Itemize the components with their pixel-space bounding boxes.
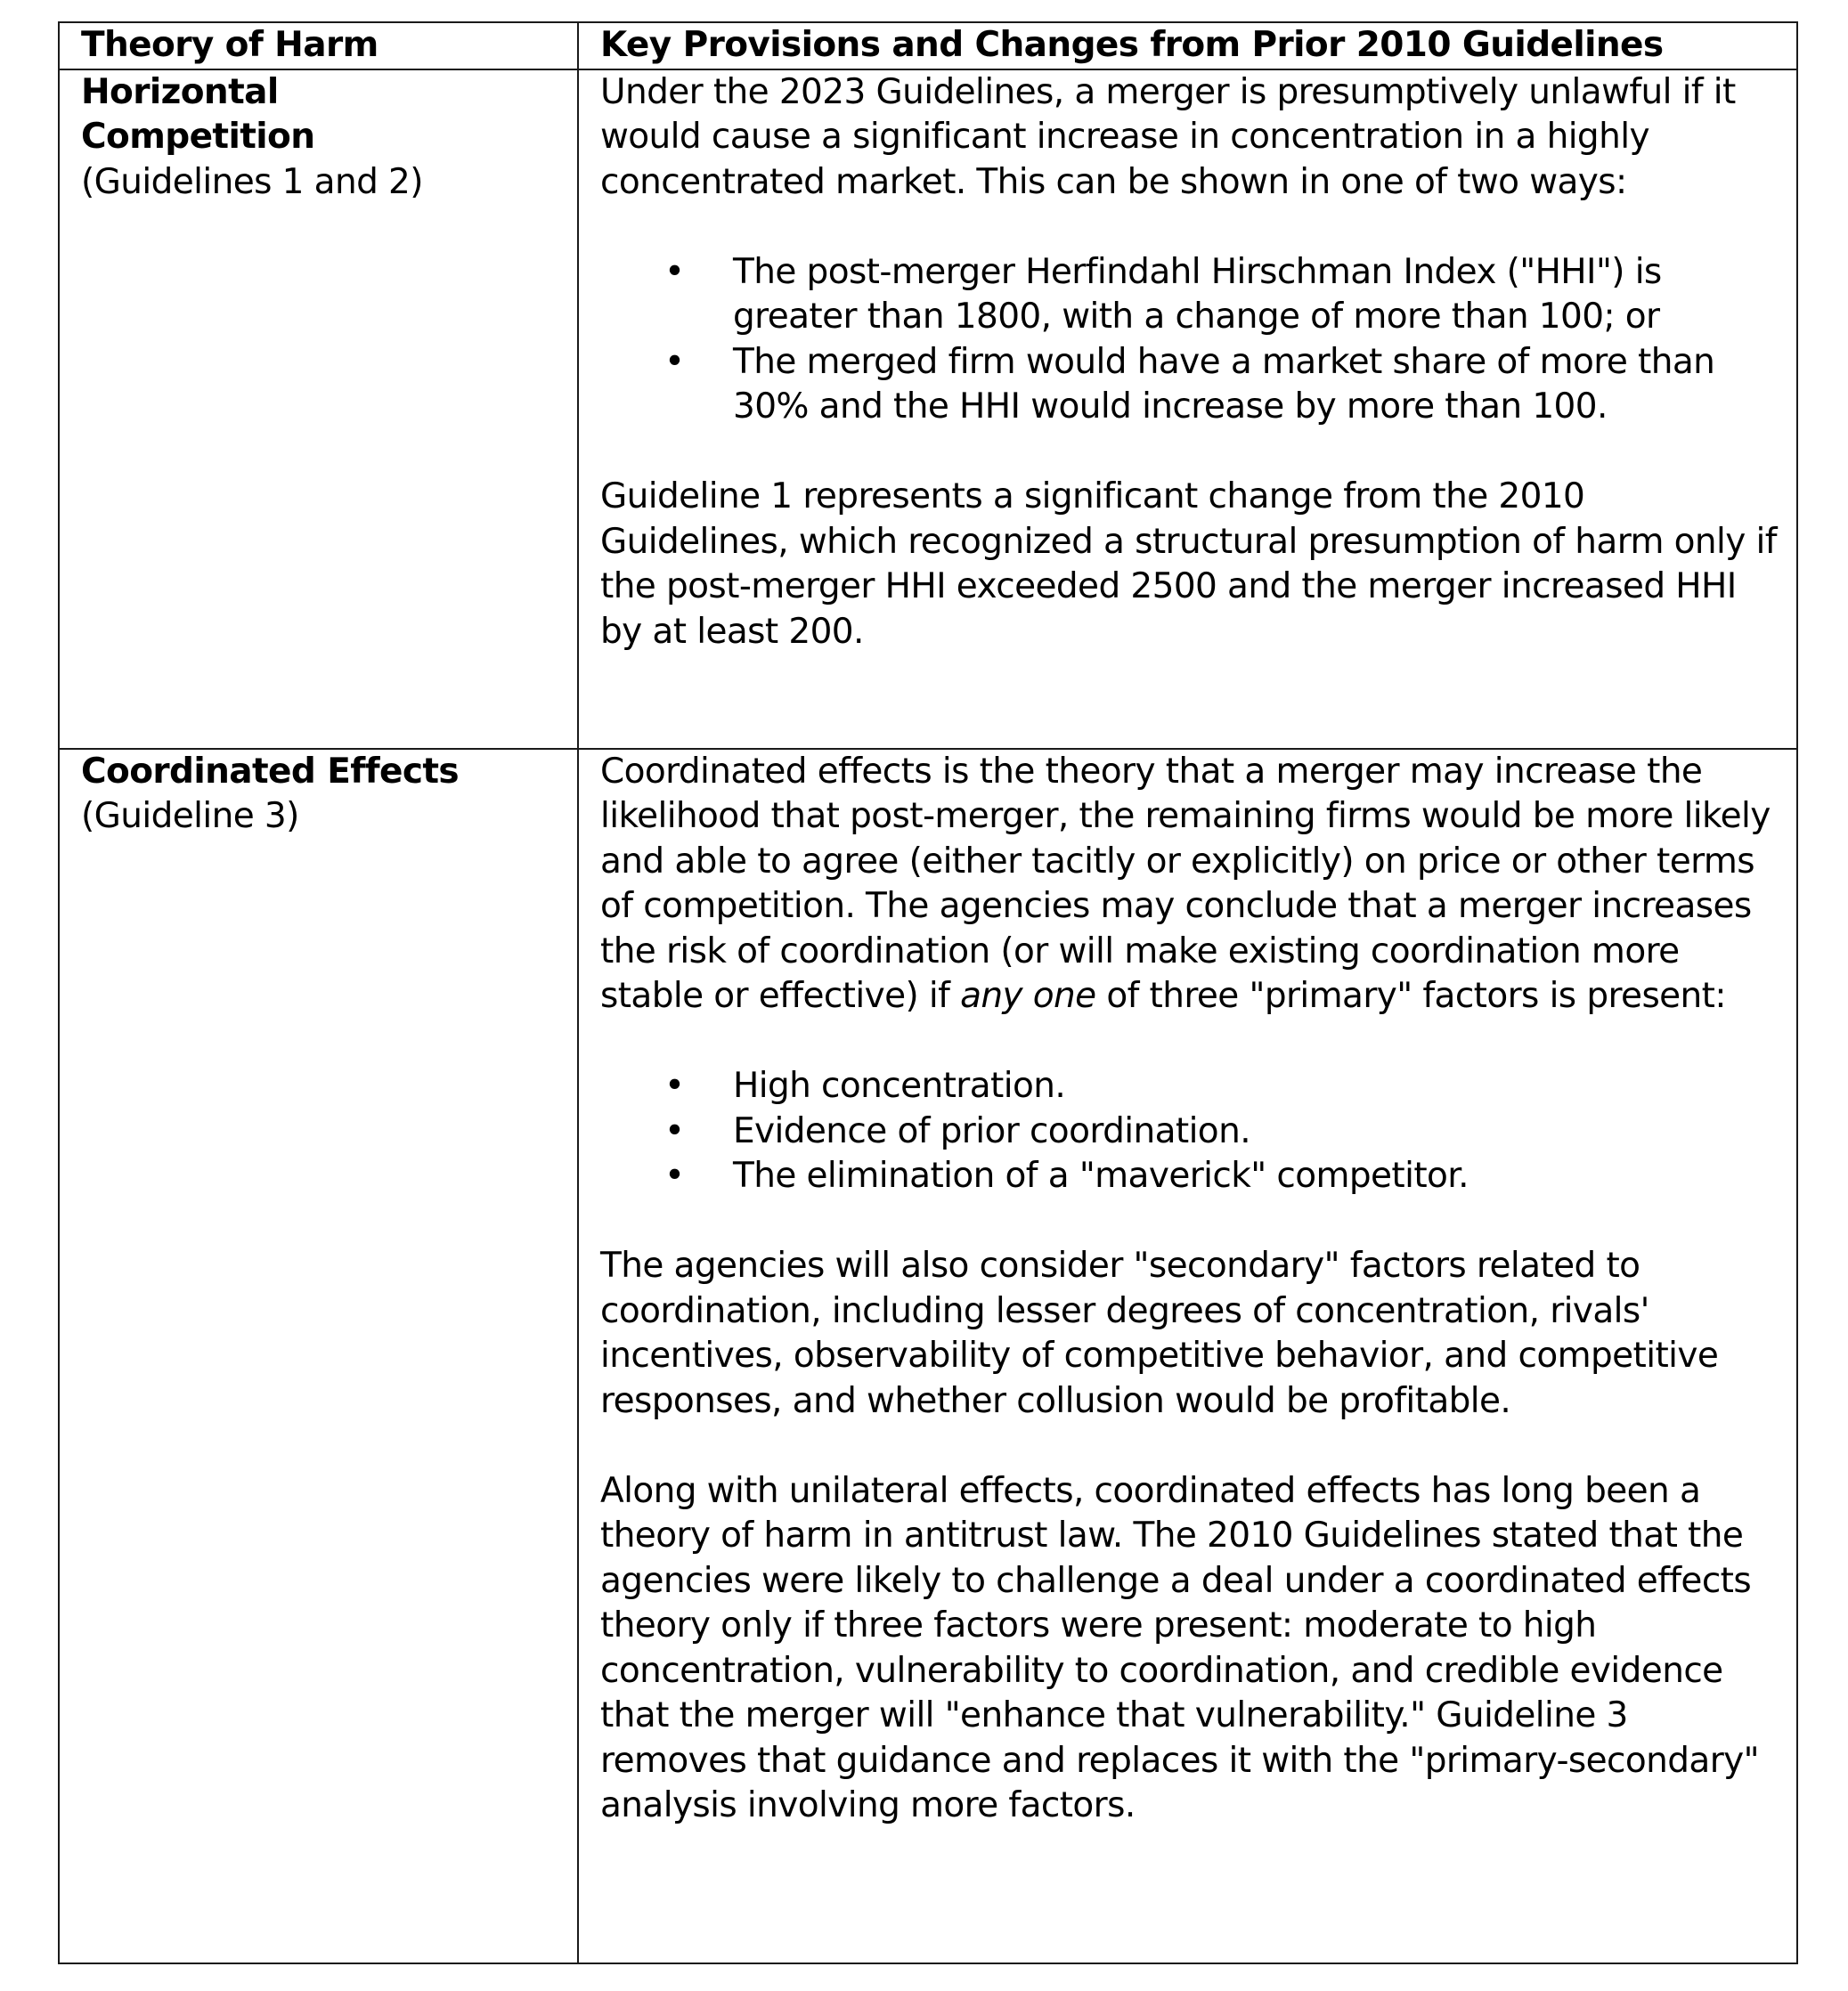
list-item: • Evidence of prior coordination. bbox=[600, 1109, 1777, 1155]
theory-cell bbox=[59, 69, 578, 749]
primary-factors-list bbox=[600, 1064, 1777, 1199]
table-row-horizontal-competition bbox=[59, 69, 1797, 749]
theory-subtitle: (Guidelines 1 and 2) bbox=[81, 161, 423, 202]
theory-title: Horizontal Competition bbox=[81, 71, 315, 157]
emphasis-text: any one bbox=[960, 976, 1096, 1016]
provisions-intro bbox=[600, 750, 1777, 1020]
list-item: • The post-merger Herfindahl Hirschman Index ("HHI") is greater than 1800, with a change of more than 100; or bbox=[600, 250, 1777, 340]
list-item: • The elimination of a "maverick" competitor. bbox=[600, 1154, 1777, 1199]
secondary-factors-paragraph: The agencies will also consider "secondary" factors related to coordination, including lesser degrees of concentration, rivals' incentives, observability of competitive behavior, and competitive responses, and whether collusion would be profitable. bbox=[600, 1246, 1719, 1421]
criteria-list bbox=[600, 250, 1777, 430]
provisions-cell bbox=[578, 749, 1797, 1963]
theory-title: Coordinated Effects bbox=[81, 751, 459, 792]
theory-cell bbox=[59, 749, 578, 1963]
list-item: • High concentration. bbox=[600, 1064, 1777, 1109]
intro-text: Coordinated effects is the theory that a merger may increase the likelihood that post-merger, the remaining firms would be more likely and able to agree (either tacitly or explicitly) on price or other terms of competition. The agencies may conclude that a merger increases the risk of coordination (or will make existing coordination more stable or effective) if bbox=[600, 751, 1771, 1016]
provisions-cell bbox=[578, 69, 1797, 749]
theory-subtitle: (Guideline 3) bbox=[81, 796, 299, 836]
list-item: • The merged firm would have a market share of more than 30% and the HHI would increase by more than 100. bbox=[600, 340, 1777, 430]
provisions-intro: Under the 2023 Guidelines, a merger is presumptively unlawful if it would cause a significant increase in concentration in a highly concentrated market. This can be shown in one of two ways: bbox=[600, 71, 1736, 202]
intro-text-end: of three "primary" factors is present: bbox=[1095, 976, 1726, 1016]
table-row-coordinated-effects bbox=[59, 749, 1797, 1963]
table-header-row bbox=[59, 22, 1797, 69]
history-paragraph: Along with unilateral effects, coordinated effects has long been a theory of harm in antitrust law. The 2010 Guidelines stated that the agencies were likely to challenge a deal under a coordinated effects theory only if three factors were present: moderate to high concentration, vulnerability to coordination, and credible evidence that the merger will "enhance that vulnerability." Guideline 3 removes that guidance and replaces it with the "primary-secondary" analysis involving more factors. bbox=[600, 1470, 1759, 1825]
provisions-closing: Guideline 1 represents a significant change from the 2010 Guidelines, which recognized a structural presumption of harm only if the post-merger HHI exceeded 2500 and the merger increased HHI by at least 200. bbox=[600, 476, 1777, 652]
header-key-provisions: Key Provisions and Changes from Prior 2010 Guidelines bbox=[578, 22, 1797, 69]
theory-of-harm-table bbox=[58, 21, 1798, 1964]
header-theory-of-harm: Theory of Harm bbox=[59, 22, 578, 69]
